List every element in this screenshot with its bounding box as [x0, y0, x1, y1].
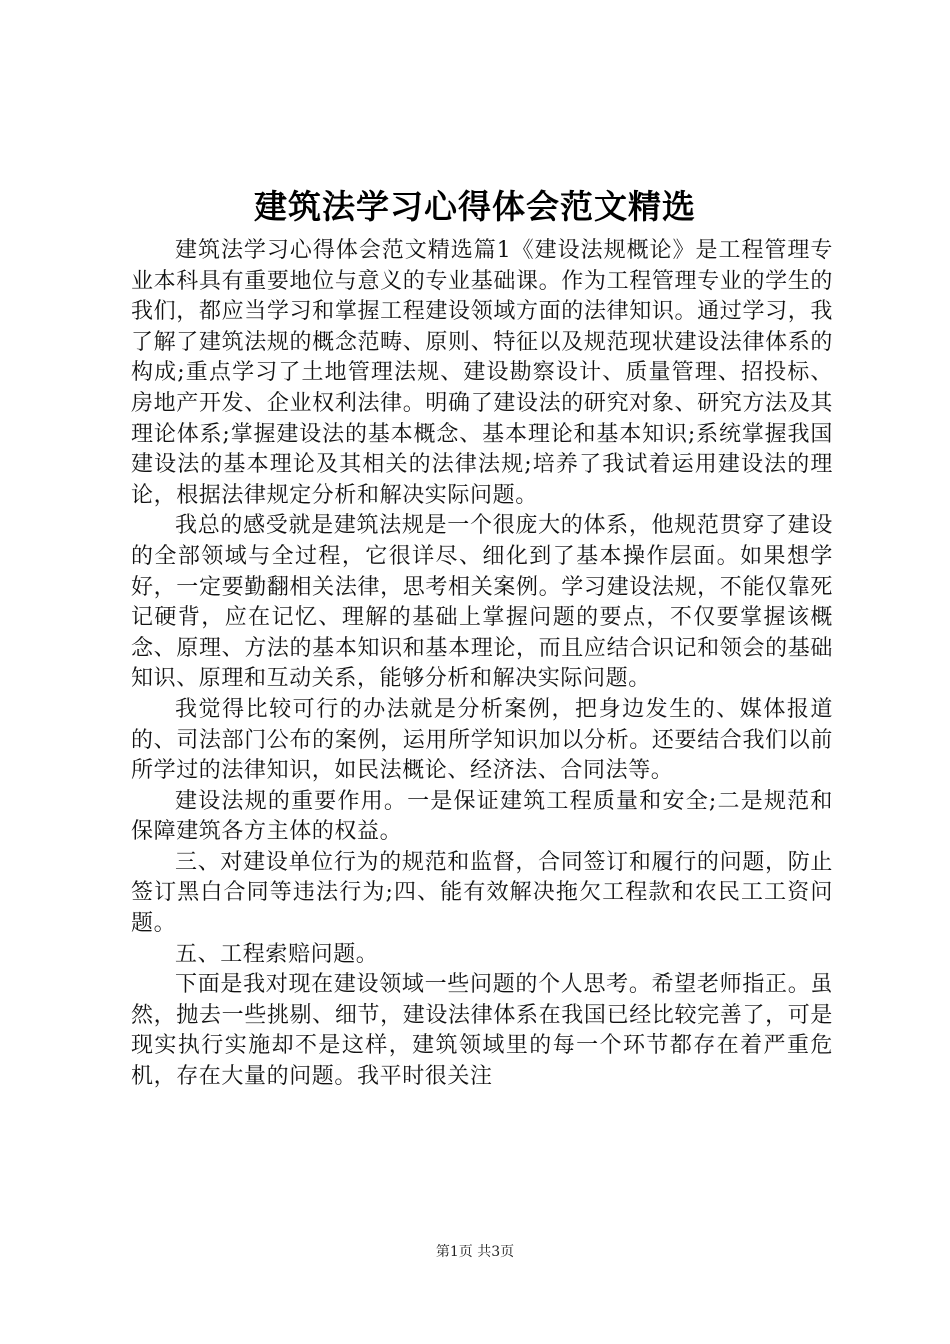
- document-title: 建筑法学习心得体会范文精选: [254, 187, 696, 226]
- document-body: [131, 236, 833, 1093]
- paragraph-5: 三、对建设单位行为的规范和监督，合同签订和履行的问题，防止签订黑白合同等违法行为;四、能有效解决拖欠工程款和农民工工资问题。: [131, 849, 833, 937]
- paragraph-4: 建设法规的重要作用。一是保证建筑工程质量和安全;二是规范和保障建筑各方主体的权益。: [131, 788, 833, 845]
- paragraph-6: 五、工程索赔问题。: [175, 941, 379, 967]
- paragraph-2: 我总的感受就是建筑法规是一个很庞大的体系，他规范贯穿了建设的全部领域与全过程，它很详尽、细化到了基本操作层面。如果想学好，一定要勤翻相关法律，思考相关案例。学习建设法规，不能仅靠死记硬背，应在记忆、理解的基础上掌握问题的要点，不仅要掌握该概念、原理、方法的基本知识和基本理论，而且应结合识记和领会的基础知识、原理和互动关系，能够分析和解决实际问题。: [131, 513, 833, 692]
- paragraph-3: 我觉得比较可行的办法就是分析案例，把身边发生的、媒体报道的、司法部门公布的案例，运用所学知识加以分析。还要结合我们以前所学过的法律知识，如民法概论、经济法、合同法等。: [131, 696, 833, 784]
- paragraph-7: 下面是我对现在建设领域一些问题的个人思考。希望老师指正。虽然，抛去一些挑剔、细节，建设法律体系在我国已经比较完善了，可是现实执行实施却不是这样，建筑领域里的每一个环节都存在着严重危机，存在大量的问题。我平时很关注: [131, 972, 833, 1090]
- paragraph-1: 建筑法学习心得体会范文精选篇1《建设法规概论》是工程管理专业本科具有重要地位与意义的专业基础课。作为工程管理专业的学生的我们，都应当学习和掌握工程建设领域方面的法律知识。通过学习，我了解了建筑法规的概念范畴、原则、特征以及规范现状建设法律体系的构成;重点学习了土地管理法规、建设勘察设计、质量管理、招投标、房地产开发、企业权利法律。明确了建设法的研究对象、研究方法及其理论体系;掌握建设法的基本概念、基本理论和基本知识;系统掌握我国建设法的基本理论及其相关的法律法规;培养了我试着运用建设法的理论，根据法律规定分析和解决实际问题。: [131, 238, 833, 508]
- page-footer: 第1页 共3页: [435, 1244, 515, 1260]
